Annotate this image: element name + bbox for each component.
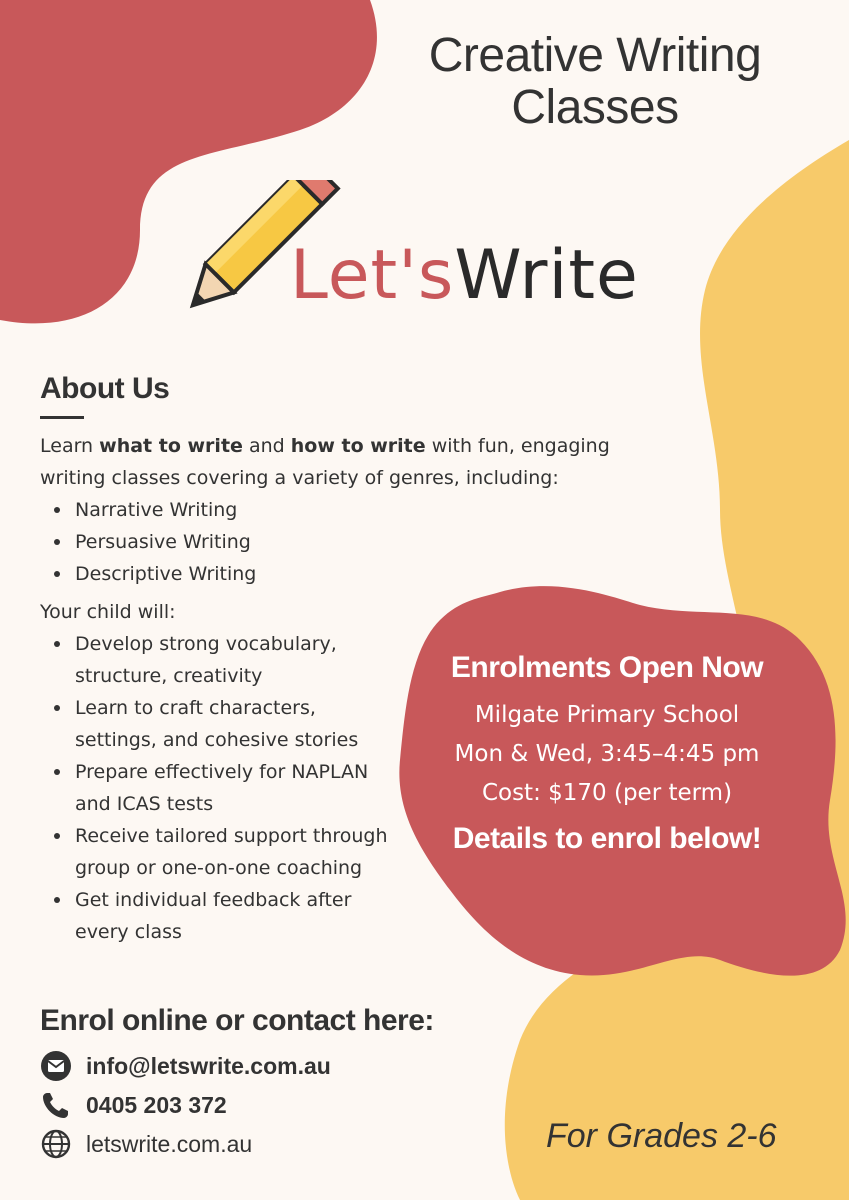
class-schedule: Mon & Wed, 3:45–4:45 pm [454,741,760,767]
contact-phone[interactable] [40,1089,227,1121]
intro-and: and [242,435,291,457]
contact-heading: Enrol online or contact here: [40,1004,434,1037]
email-icon [40,1050,72,1082]
page-title [380,30,810,134]
logo-write: Write [454,236,639,315]
about-intro [40,430,660,494]
child-benefits-list [40,628,395,948]
logo-lets: Let's [290,236,455,315]
details-heading: Details to enrol below! [452,822,762,855]
list-item: Descriptive Writing [75,558,660,590]
class-cost: Cost: $170 (per term) [481,780,733,806]
intro-how-to-write: how to write [290,435,426,457]
title-line-2: Classes [511,81,679,134]
title-line-1: Creative Writing [428,29,762,82]
phone-text[interactable]: 0405 203 372 [86,1091,227,1118]
contact-website[interactable] [40,1128,252,1160]
genre-list [40,494,660,590]
child-lead: Your child will: [40,601,176,623]
about-underline [40,416,84,419]
list-item: Receive tailored support through group or one-on-one coaching [75,820,395,884]
intro-learn: Learn [40,435,100,457]
phone-icon [40,1089,72,1121]
list-item: Prepare effectively for NAPLAN and ICAS tests [75,756,395,820]
school-name: Milgate Primary School [474,702,740,728]
list-item: Develop strong vocabulary, structure, creativity [75,628,395,692]
about-heading: About Us [40,372,170,405]
enrolment-panel [430,652,784,855]
enrolment-heading: Enrolments Open Now [450,651,764,684]
list-item: Narrative Writing [75,494,660,526]
list-item: Learn to craft characters, settings, and cohesive stories [75,692,395,756]
website-text[interactable]: letswrite.com.au [86,1130,253,1157]
intro-rest: with fun, engaging writing classes covering a variety of genres, including: [40,435,610,489]
intro-what-to-write: what to write [99,435,243,457]
grades-label: For Grades 2-6 [546,1117,777,1155]
globe-icon [40,1128,72,1160]
list-item: Get individual feedback after every class [75,884,395,948]
contact-email[interactable] [40,1050,331,1082]
email-text[interactable]: info@letswrite.com.au [86,1052,331,1079]
list-item: Persuasive Writing [75,526,660,558]
logo-text [290,236,639,316]
